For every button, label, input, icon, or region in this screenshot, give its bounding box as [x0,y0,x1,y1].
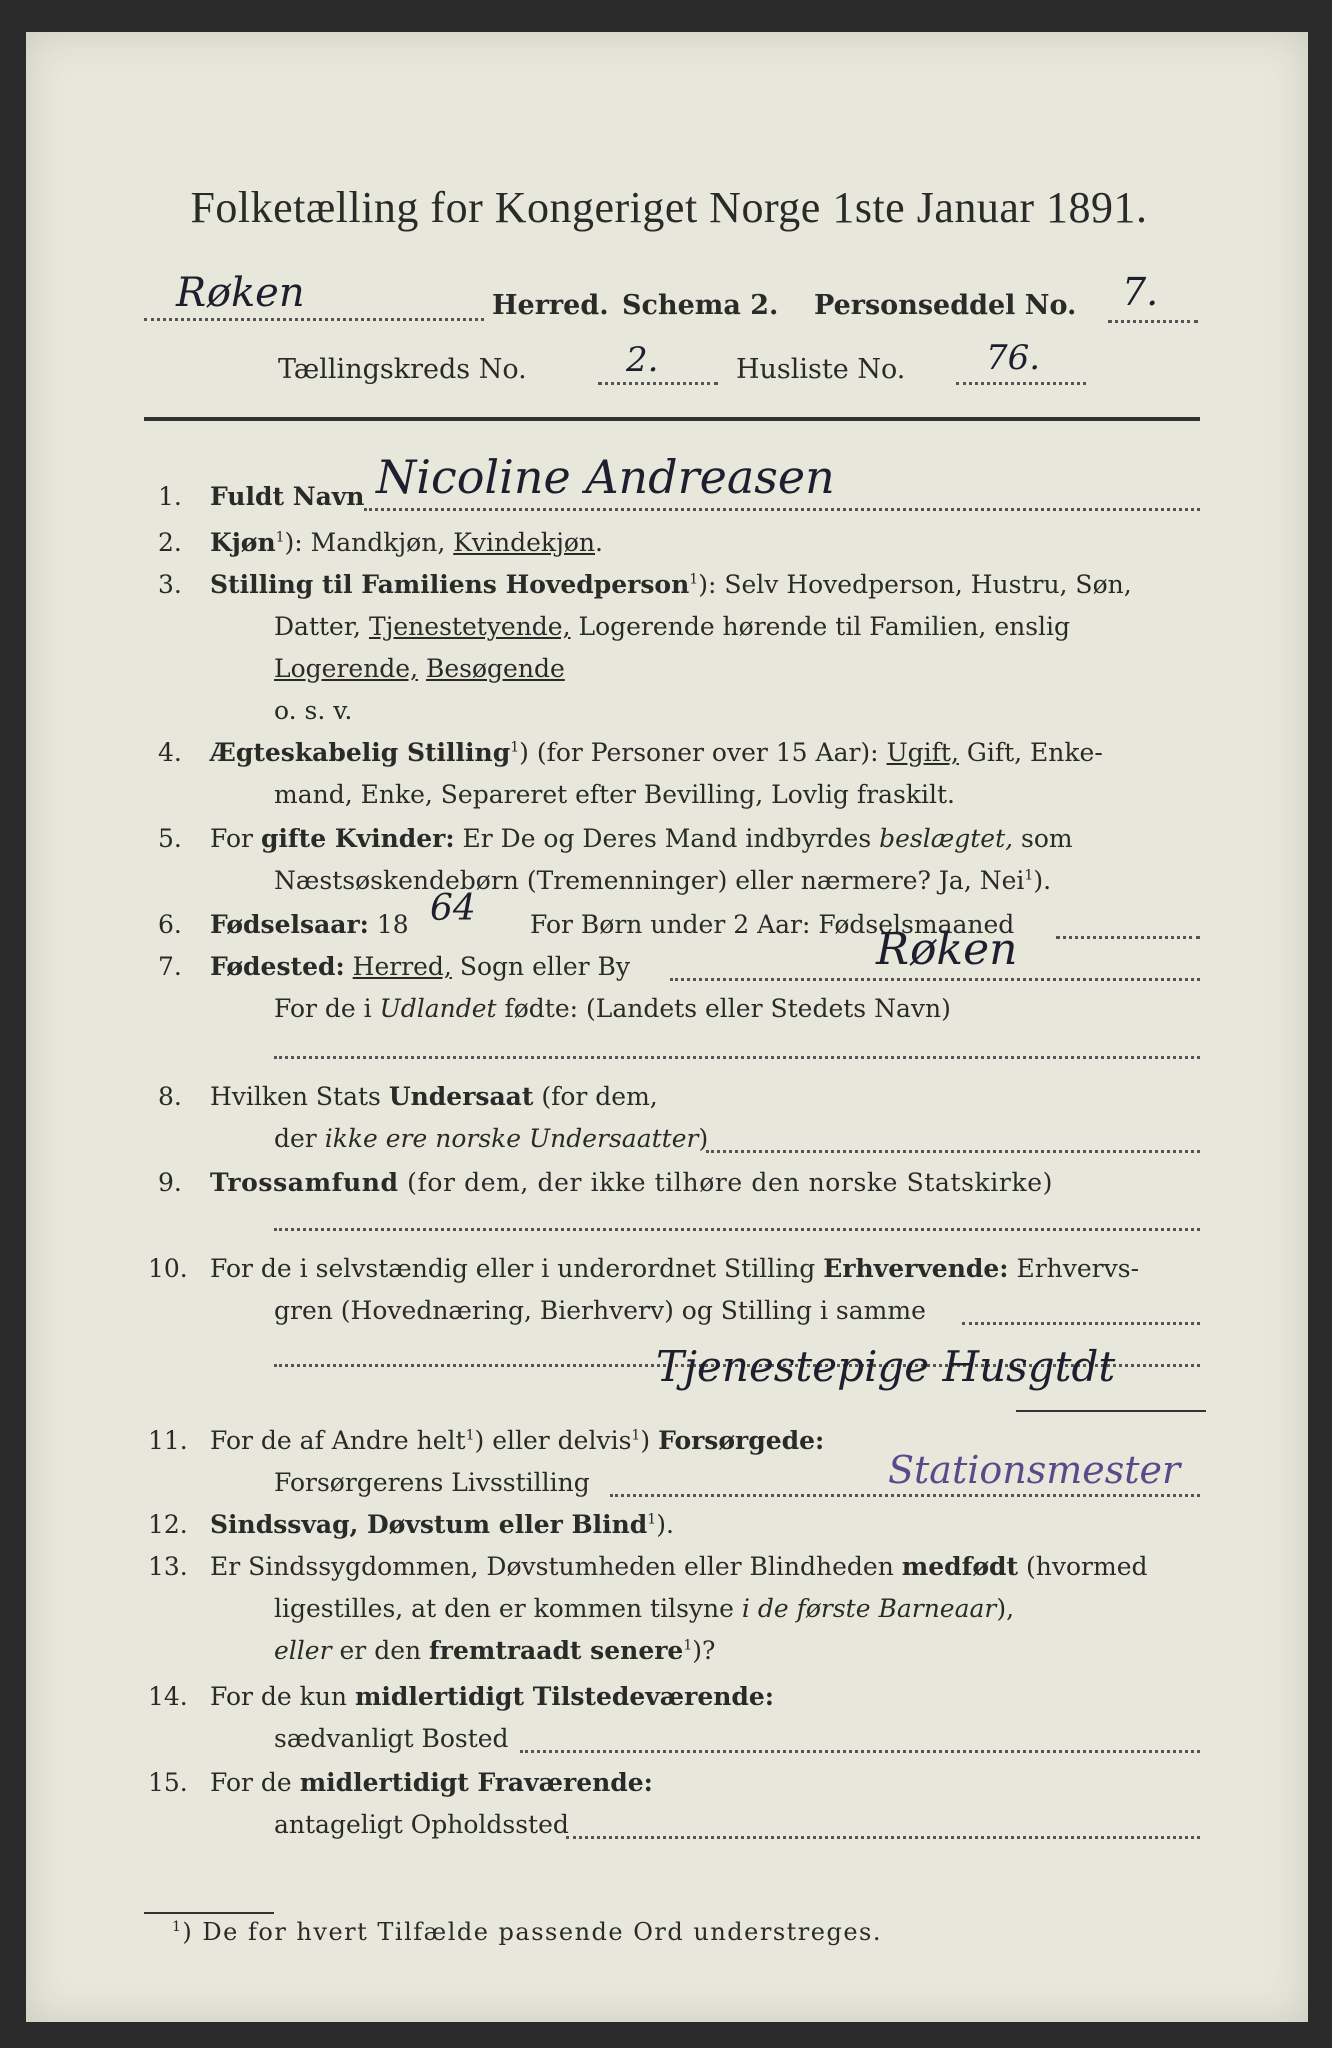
q10-line1: For de i selvstændig eller i underordnet Stilling Erhvervende: Erhvervs- [210,1254,1140,1283]
q3-number: 3. [158,570,182,599]
q3-line3: Logerende, Besøgende [274,654,565,683]
q13-number: 13. [148,1552,188,1581]
q14-line1: For de kun midlertidigt Tilstedeværende: [210,1682,775,1711]
q6-line: Fødselsaar: 18 [210,910,409,939]
footnote: $^1$) De for hvert Tilfælde passende Ord understreges. [172,1918,882,1946]
q1-dotted-line [364,508,1200,511]
header-rule [144,417,1200,421]
kreds-label: Tællingskreds No. [278,354,527,385]
q9-number: 9. [158,1168,182,1197]
q15-line2: antageligt Opholdssted [274,1810,569,1839]
q10-number: 10. [148,1254,188,1283]
q15-number: 15. [148,1768,188,1797]
q8-dotted-line [706,1150,1200,1153]
q6-text: For Børn under 2 Aar: Fødselsmaaned [530,910,1015,939]
q11-line1: For de af Andre helt$^1$) eller delvis$^1$) Forsørgede: [210,1426,825,1455]
q8-number: 8. [158,1082,182,1111]
personseddel-dotted-line [1108,320,1198,323]
q7-number: 7. [158,952,182,981]
q10-underline [1016,1410,1206,1412]
q14-number: 14. [148,1682,188,1711]
q13-line2: ligestilles, at den er kommen tilsyne i de første Barneaar), [274,1594,1015,1623]
q15-dotted-line [566,1836,1200,1839]
q10-occupation-handwriting: Tjenestepige Husgtdt [656,1342,1116,1391]
census-form-page [26,32,1308,2022]
q12-number: 12. [148,1510,188,1539]
q5-line2: Næstsøskendebørn (Tremenninger) eller nærmere? Ja, Nei$^1$). [274,866,1052,895]
q15-line1: For de midlertidigt Fraværende: [210,1768,653,1797]
q4-number: 4. [158,738,182,767]
q3-line4: o. s. v. [274,696,353,725]
q6-year-handwriting: 64 [430,888,476,929]
form-title: Folketælling for Kongeriget Norge 1ste Januar 1891. [190,183,1148,232]
q7-line1: Fødested: Herred, Sogn eller By [210,952,631,981]
q2-selected-option: Kvindekjøn [453,528,595,557]
q7-birthplace-handwriting: Røken [876,924,1018,975]
q7-extra-dotted-line [274,1056,1200,1059]
q14-dotted-line [520,1750,1200,1753]
q5-number: 5. [158,824,182,853]
herred-handwriting: Røken [176,270,305,316]
q9-dotted-line [274,1228,1200,1231]
q14-line2: sædvanligt Bosted [274,1724,509,1753]
q11-number: 11. [148,1426,188,1455]
q5-line1: For gifte Kvinder: Er De og Deres Mand indbyrdes beslægtet, som [210,824,1073,853]
q10-line2: gren (Hovednæring, Bierhverv) og Stilling i samme [274,1296,926,1325]
husliste-dotted-line [956,382,1086,385]
q4-selected-option: Ugift, [886,738,959,767]
q4-line2: mand, Enke, Separeret efter Bevilling, Lovlig fraskilt. [274,780,955,809]
q1-name-handwriting: Nicoline Andreasen [376,450,835,504]
q7-line2: For de i Udlandet fødte: (Landets eller Stedets Navn) [274,994,951,1023]
q7-dotted-line [670,978,1200,981]
q12-line: Sindssvag, Døvstum eller Blind$^1$). [210,1510,674,1539]
q7-selected-option: Herred, [352,952,452,981]
herred-dotted-line [144,318,484,321]
herred-label: Herred. [492,290,609,321]
q11-line2: Forsørgerens Livsstilling [274,1468,590,1497]
q13-line1: Er Sindssygdommen, Døvstumheden eller Blindheden medfødt (hvormed [210,1552,1148,1581]
kreds-dotted-line [598,382,718,385]
q11-dotted-line [610,1494,1200,1497]
q10-dotted-line1 [962,1322,1200,1325]
q11-handwriting: Stationsmester [888,1448,1181,1492]
schema-label: Schema 2. [622,290,779,321]
q8-line2: der ikke ere norske Undersaatter) [274,1124,709,1153]
husliste-handwriting: 76. [986,338,1041,378]
q6-dotted-line [1056,936,1200,939]
q2-line: Kjøn$^1$): Mandkjøn, Kvindekjøn. [210,528,603,557]
q3-selected-option: Tjenestetyende, [368,612,571,641]
q1-label: Fuldt Navn [210,482,365,511]
footnote-rule [144,1912,274,1914]
q6-number: 6. [158,910,182,939]
q3-line1: Stilling til Familiens Hovedperson$^1$): Selv Hovedperson, Hustru, Søn, [210,570,1132,599]
q8-line1: Hvilken Stats Undersaat (for dem, [210,1082,658,1111]
q4-line1: Ægteskabelig Stilling$^1$) (for Personer over 15 Aar): Ugift, Gift, Enke- [210,738,1103,767]
q3-line2: Datter, Tjenestetyende, Logerende hørende til Familien, enslig [274,612,1071,641]
personseddel-label: Personseddel No. [814,290,1077,321]
personseddel-handwriting: 7. [1122,270,1159,314]
q2-number: 2. [158,528,182,557]
husliste-label: Husliste No. [736,354,906,385]
q1-number: 1. [158,482,182,511]
kreds-handwriting: 2. [626,340,659,380]
q9-line: Trossamfund (for dem, der ikke tilhøre den norske Statskirke) [210,1168,1053,1197]
q13-line3: eller er den fremtraadt senere$^1$)? [274,1636,716,1665]
